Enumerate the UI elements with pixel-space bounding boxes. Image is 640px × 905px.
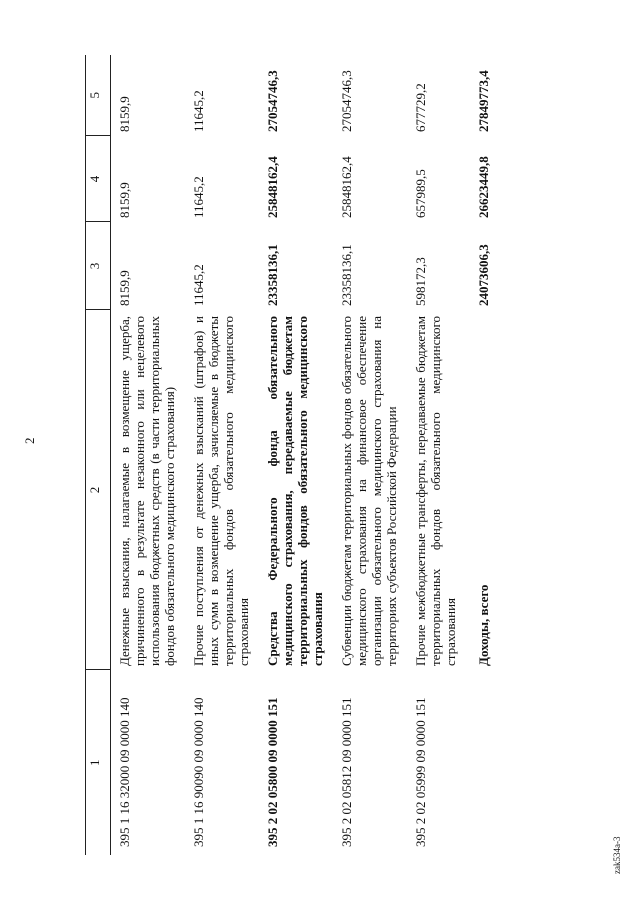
budget-table: [85, 55, 499, 855]
row-code: 395 2 02 05800 09 0000 151: [265, 697, 280, 847]
row-code: 395 2 02 05812 09 0000 151: [339, 697, 354, 847]
row-value-col5: 677729,2: [413, 83, 428, 132]
row-value-col3: 8159,9: [117, 270, 132, 306]
row-name: Средства Федерального фонда обязательного медицинского страхования, передаваемые бюджетам территориальных фондов обязательного медицинского страхования: [265, 316, 325, 666]
table-header-row: [86, 55, 111, 855]
row-value-col3: 598172,3: [413, 257, 428, 306]
column-header: 2: [86, 310, 111, 670]
row-value-col3: 11645,2: [191, 264, 206, 306]
row-value-col3: 23358136,1: [265, 244, 280, 306]
column-header: 3: [86, 222, 111, 310]
row-name: Прочие поступления от денежных взысканий (штрафов) и иных сумм в возмещение ущерба, зачисляемые в бюджеты территориальных фондов обязательного медицинского страхования: [191, 316, 251, 666]
row-code: 395 2 02 05999 09 0000 151: [413, 697, 428, 847]
total-spacer: [466, 670, 499, 855]
total-value-col4: 26623449,8: [476, 156, 491, 218]
row-value-col5: 11645,2: [191, 90, 206, 132]
document-code: zak534a-3: [612, 836, 622, 874]
column-header: 1: [86, 670, 111, 855]
row-value-col4: 11645,2: [191, 176, 206, 218]
row-name: Денежные взыскания, налагаемые в возмещение ущерба, причиненного в результате незаконного или нецелевого использования бюджетных средств (в части территориальных фондов обязательного медицинского страхования): [117, 316, 177, 666]
row-code: 395 1 16 90090 09 0000 140: [191, 697, 206, 847]
row-value-col5: 27054746,3: [265, 70, 280, 132]
row-value-col4: 25848162,4: [339, 156, 354, 218]
total-value-col3: 24073606,3: [476, 244, 491, 306]
row-value-col4: 657989,5: [413, 169, 428, 218]
row-value-col3: 23358136,1: [339, 244, 354, 306]
total-label: Доходы, всего: [476, 584, 491, 666]
total-value-col5: 27849773,4: [476, 70, 491, 132]
table-row: [111, 55, 186, 855]
table-row: [407, 55, 466, 855]
row-value-col5: 27054746,3: [339, 70, 354, 132]
row-value-col4: 8159,9: [117, 182, 132, 218]
table-row: [185, 55, 259, 855]
table-row: [259, 55, 333, 855]
row-value-col5: 8159,9: [117, 96, 132, 132]
total-row: [466, 55, 499, 855]
row-name: Субвенции бюджетам территориальных фондов обязательного медицинского страхования на финансовое обеспечение организации обязательного медицинского страхования на территориях субъектов Российской Федерации: [339, 316, 399, 666]
row-name: Прочие межбюджетные трансферты, передаваемые бюджетам территориальных фондов обязательного медицинского страхования: [413, 316, 458, 666]
row-value-col4: 25848162,4: [265, 156, 280, 218]
column-header: 5: [86, 55, 111, 136]
column-header: 4: [86, 136, 111, 222]
row-code: 395 1 16 32000 09 0000 140: [117, 697, 132, 847]
budget-table-container: [85, 55, 605, 855]
table-row: [333, 55, 407, 855]
page-number: 2: [22, 437, 37, 444]
